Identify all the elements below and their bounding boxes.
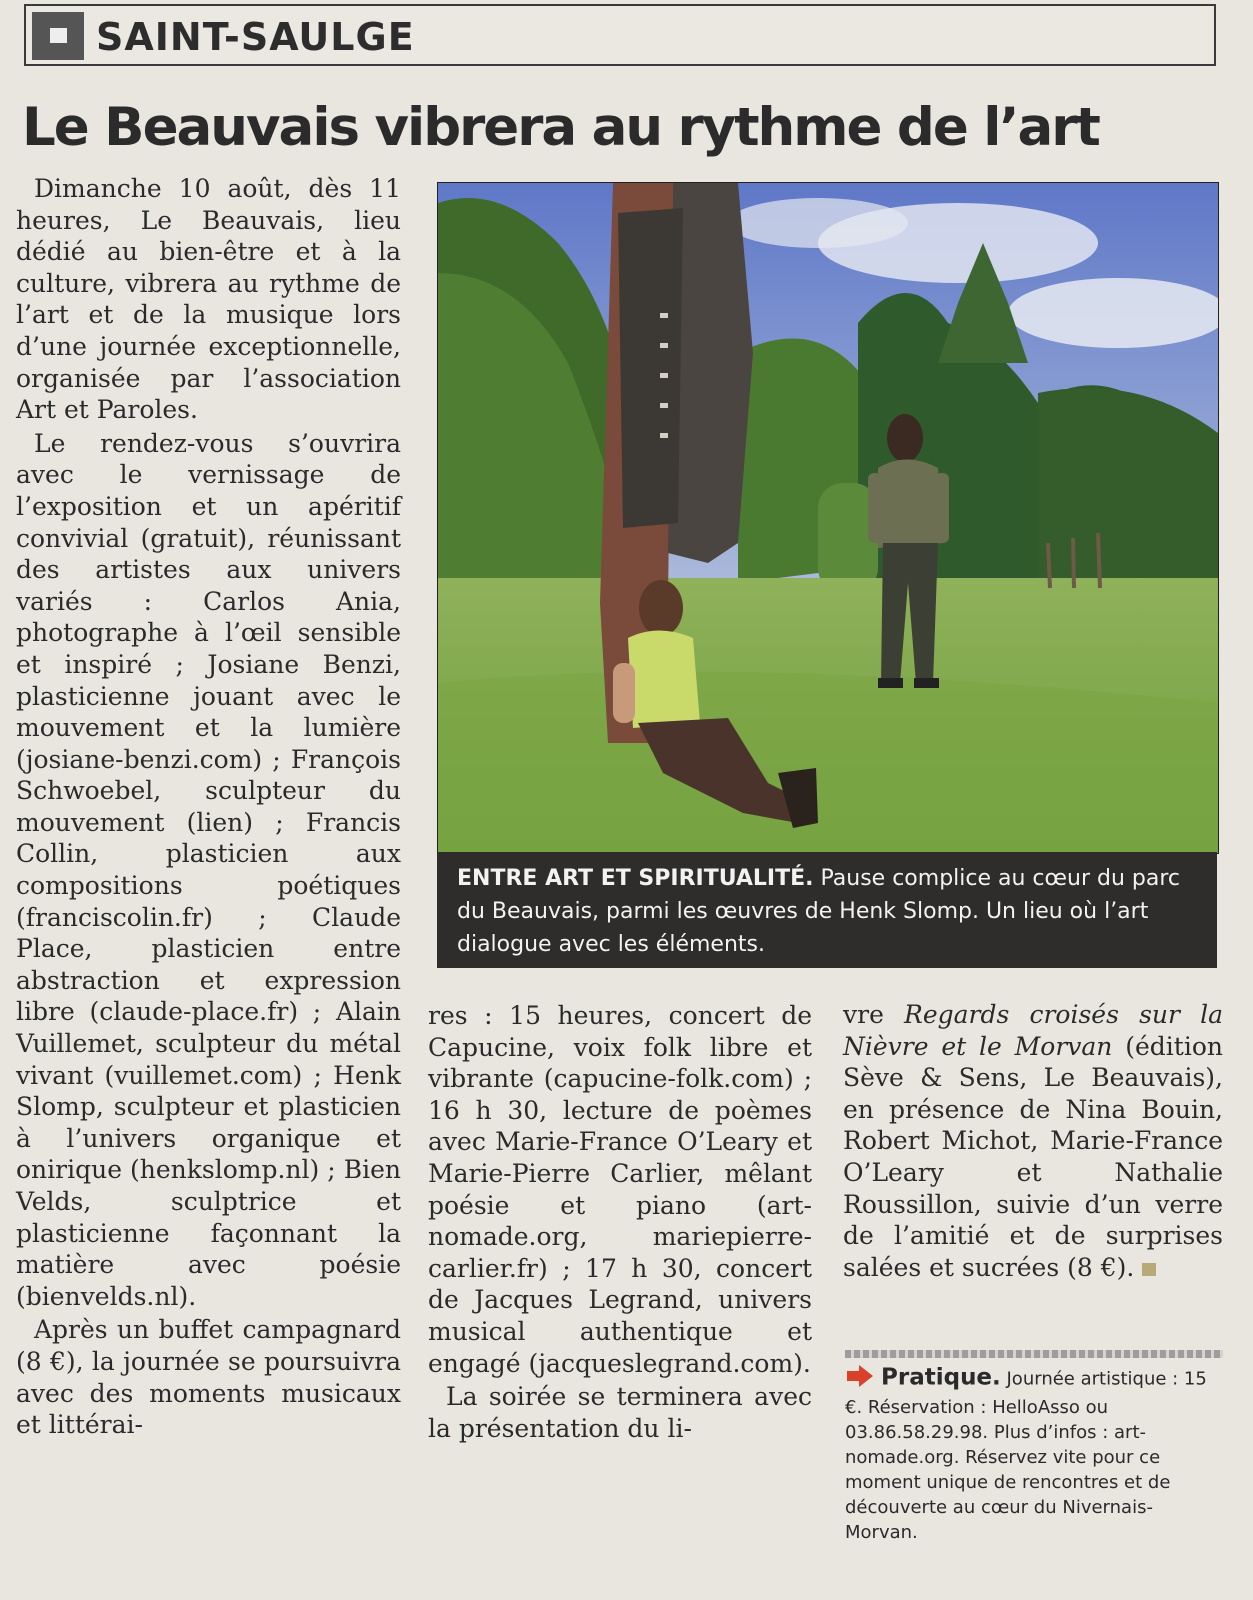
text-fragment: (édition Sève & Sens, Le Beauvais), en présence de Nina Bouin, Robert Michot, Marie-France O’Leary et Nathalie Roussillon, suivie d’un verre de l’amitié et de surprises salées et sucrées (8 €). bbox=[843, 1031, 1223, 1282]
section-title: SAINT-SAULGE bbox=[96, 15, 415, 59]
book-title: Regards croisés sur la Nièvre et le Morvan bbox=[843, 1000, 1223, 1061]
photo-caption bbox=[437, 852, 1217, 968]
pratique-box bbox=[845, 1364, 1225, 1545]
article-column-1 bbox=[16, 173, 401, 1441]
paragraph: Le rendez-vous s’ouvrira avec le vernissage de l’exposition et un apéritif convivial (gratuit), réunissant des artistes aux univers variés : Carlos Ania, photographe à l’œil sensible et inspiré ; Josiane Benzi, plasticienne jouant avec le mouvement et la lumière (josiane-benzi.com) ; François Schwoebel, sculpteur du mouvement (lien) ; Francis Collin, plasticien aux compositions poétiques (franciscolin.fr) ; Claude Place, plasticien entre abstraction et expression libre (claude-place.fr) ; Alain Vuillemet, sculpteur du métal vivant (vuillemet.com) ; Henk Slomp, sculpteur et plasticien à l’univers organique et onirique (henkslomp.nl) ; Bien Velds, sculptrice et plasticienne façonnant la matière avec poésie (bienvelds.nl). bbox=[16, 428, 401, 1311]
paragraph: La soirée se terminera avec la présentation du li- bbox=[428, 1382, 812, 1443]
caption-lead: ENTRE ART ET SPIRITUALITÉ. bbox=[457, 866, 814, 891]
section-square-icon bbox=[32, 12, 84, 60]
pratique-text: Journée artistique : 15 €. Réservation : HelloAsso ou 03.86.58.29.98. Plus d’infos : art-nomade.org. Réservez vite pour ce moment unique de rencontres et de découverte au cœur du Nivernais-Morvan. bbox=[845, 1368, 1207, 1543]
pratique-divider bbox=[845, 1350, 1223, 1358]
section-header bbox=[24, 4, 1216, 66]
article-photo bbox=[437, 182, 1219, 854]
article-headline: Le Beauvais vibrera au rythme de l’art bbox=[22, 97, 1099, 158]
article-column-3 bbox=[843, 999, 1223, 1283]
text-fragment: vre bbox=[843, 1000, 905, 1029]
paragraph: res : 15 heures, concert de Capucine, voix folk libre et vibrante (capucine-folk.com) ; 16 h 30, lecture de poèmes avec Marie-France O’Leary et Marie-Pierre Carlier, mêlant poésie et piano (art-nomade.org, mariepierre-carlier.fr) ; 17 h 30, concert de Jacques Legrand, univers musical authentique et engagé (jacqueslegrand.com). bbox=[428, 1001, 812, 1378]
end-mark-icon bbox=[1142, 1263, 1156, 1276]
pratique-label: Pratique. bbox=[881, 1364, 1001, 1391]
caption-text: Pause complice au cœur du parc du Beauvais, parmi les œuvres de Henk Slomp. Un lieu où l’art dialogue avec les éléments. bbox=[457, 866, 1181, 957]
paragraph: Après un buffet campagnard (8 €), la journée se poursuivra avec des moments musicaux et littérai- bbox=[16, 1315, 401, 1440]
article-column-2 bbox=[428, 1000, 812, 1444]
arrow-right-icon bbox=[845, 1364, 875, 1395]
paragraph: Dimanche 10 août, dès 11 heures, Le Beauvais, lieu dédié au bien-être et à la culture, vibrera au rythme de l’art et de la musique lors d’une journée exceptionnelle, organisée par l’association Art et Paroles. bbox=[16, 174, 401, 425]
paragraph bbox=[843, 999, 1223, 1283]
